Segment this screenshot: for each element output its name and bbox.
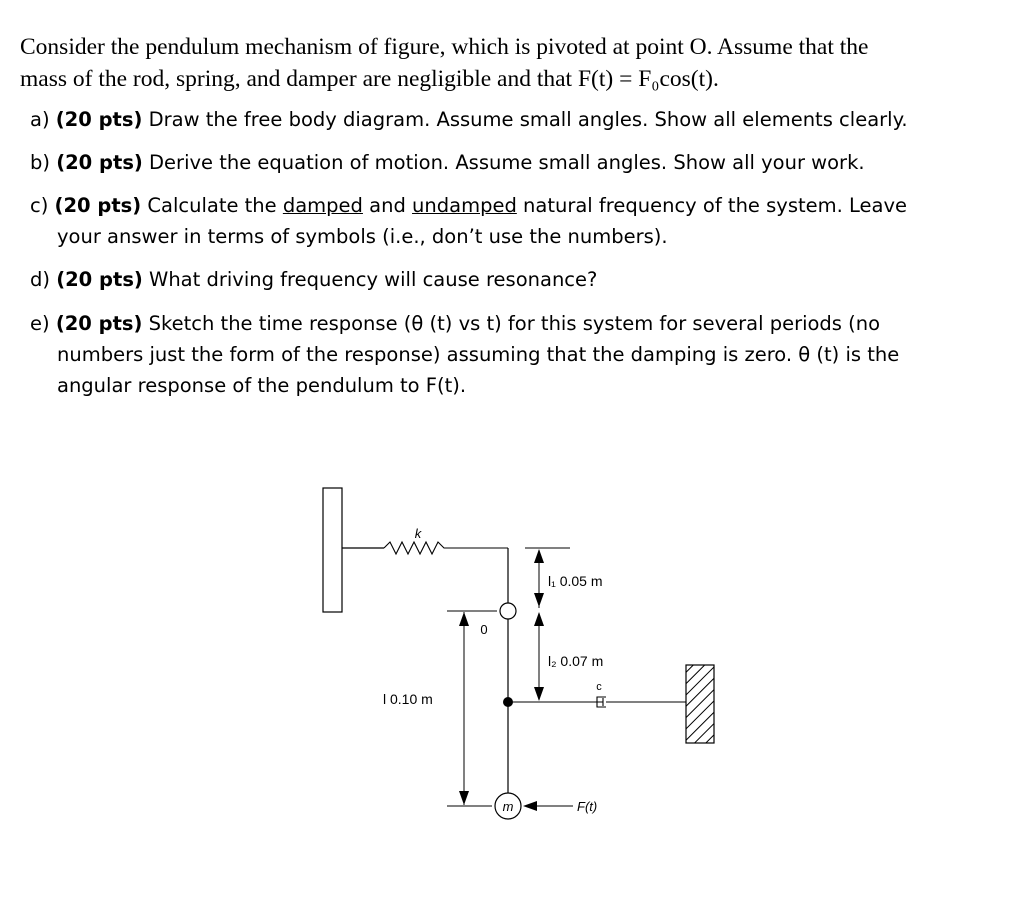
- question-points: (20 pts): [54, 194, 142, 217]
- damper: [592, 697, 606, 707]
- question-letter: d): [30, 268, 50, 291]
- question-points: (20 pts): [56, 268, 143, 291]
- question-text: Derive the equation of motion. Assume small angles. Show all your work.: [142, 151, 865, 174]
- l2-label: l₂ 0.07 m: [548, 653, 604, 669]
- mass-label: m: [502, 799, 514, 814]
- question-letter: a): [30, 108, 50, 131]
- question-letter: e): [30, 312, 50, 335]
- question-points: (20 pts): [56, 151, 143, 174]
- question-text: Sketch the time response (θ (t) vs t) for this system for several periods (no: [142, 312, 881, 335]
- l-arrow-up: [459, 612, 469, 626]
- l-label: l 0.10 m: [383, 691, 433, 707]
- underlined-damped: damped: [282, 194, 363, 217]
- intro-line-1: Consider the pendulum mechanism of figure, which is pivoted at point O. Assume that the: [20, 34, 869, 60]
- question-points: (20 pts): [55, 108, 143, 131]
- question-letter: b): [30, 151, 50, 174]
- spring: [384, 542, 508, 554]
- question-continuation-1: numbers just the form of the response) assuming that the damping is zero. θ (t) is the: [57, 343, 900, 366]
- question-text-pre: Calculate the: [141, 194, 283, 217]
- l1-arrow-down: [534, 593, 544, 607]
- intro-line-2: mass of the rod, spring, and damper are negligible and that F(t) = F₀cos(t).: [20, 66, 719, 92]
- question-continuation-2: angular response of the pendulum to F(t).: [57, 374, 467, 397]
- force-arrowhead: [523, 801, 537, 811]
- l1-label: l₁ 0.05 m: [548, 573, 603, 589]
- l2-arrow-down: [534, 687, 544, 701]
- pivot-label: 0: [480, 622, 488, 637]
- question-continuation: your answer in terms of symbols (i.e., don’t use the numbers).: [57, 225, 668, 248]
- spring-label: k: [414, 526, 422, 541]
- question-text-post: natural frequency of the system. Leave: [516, 194, 908, 217]
- right-wall: [686, 665, 714, 743]
- question-text-mid: and: [362, 194, 413, 217]
- damper-label: c: [596, 681, 602, 693]
- question-points: (20 pts): [55, 312, 143, 335]
- l-arrow-down: [459, 791, 469, 805]
- question-text: Draw the free body diagram. Assume small angles. Show all elements clearly.: [142, 108, 908, 131]
- l2-arrow-up: [534, 612, 544, 626]
- question-letter: c): [30, 194, 49, 217]
- underlined-undamped: undamped: [412, 194, 517, 217]
- l1-arrow-up: [534, 549, 544, 563]
- force-label: F(t): [577, 799, 598, 814]
- question-text: What driving frequency will cause resonance?: [142, 268, 598, 291]
- left-wall: [323, 488, 342, 612]
- pivot-point-O: [500, 603, 516, 619]
